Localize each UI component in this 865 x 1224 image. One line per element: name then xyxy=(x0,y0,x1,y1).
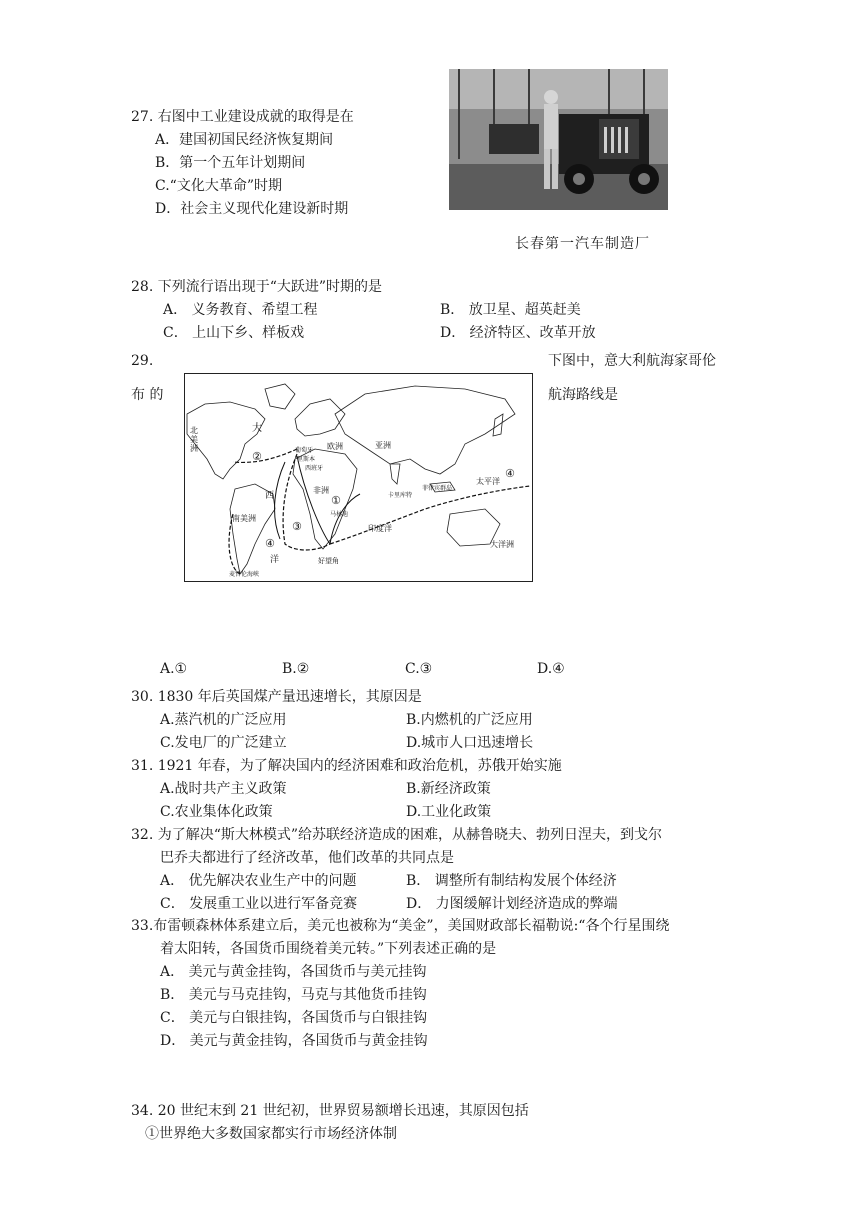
q31-stem: 31. 1921 年春，为了解决国内的经济困难和政治危机，苏俄开始实施 xyxy=(131,758,562,774)
q28-option-d: D． 经济特区、改革开放 xyxy=(440,325,596,341)
q31-option-b: B.新经济政策 xyxy=(406,781,491,797)
q31-option-a: A.战时共产主义政策 xyxy=(160,781,287,797)
factory-photo xyxy=(449,69,668,210)
map-route-2-marker: ② xyxy=(252,450,262,463)
q29-option-d: D.④ xyxy=(537,661,565,677)
q30-option-d: D.城市人口迅速增长 xyxy=(406,735,534,751)
q31-option-c: C.农业集体化政策 xyxy=(160,804,273,820)
map-label-north-america: 北 美 洲 xyxy=(190,426,198,453)
map-label-south-america: 南美洲 xyxy=(232,514,256,523)
q32-stem-line-1: 32. 为了解决“斯大林模式”给苏联经济造成的困难，从赫鲁晓夫、勃列日涅夫，到戈尔 xyxy=(131,827,663,843)
map-label-portugal: 葡萄牙 xyxy=(295,447,314,454)
q28-option-b: B． 放卫星、超英赶美 xyxy=(440,302,581,318)
q31-option-d: D.工业化政策 xyxy=(406,804,492,820)
q29-option-c: C.③ xyxy=(405,661,433,677)
q28-stem: 28. 下列流行语出现于“大跃进”时期的是 xyxy=(131,279,383,295)
map-label-lisbon: 里斯本 xyxy=(297,456,316,463)
q27-option-a: A．建国初国民经济恢复期间 xyxy=(155,132,334,148)
q27-option-c: C.“文化大革命”时期 xyxy=(155,178,282,194)
map-route-1-marker: ① xyxy=(331,494,341,507)
q29-stem-right-2: 航海路线是 xyxy=(548,387,618,403)
map-label-africa: 非洲 xyxy=(313,486,329,495)
q32-stem-line-2: 巴乔夫都进行了经济改革，他们改革的共同点是 xyxy=(160,850,454,866)
map-label-yang: 洋 xyxy=(270,555,280,565)
q33-stem-line-2: 着太阳转，各国货币围绕着美元转。”下列表述正确的是 xyxy=(160,941,497,957)
world-voyage-map xyxy=(184,373,533,582)
q29-option-b: B.② xyxy=(282,661,310,677)
q29-option-a: A.① xyxy=(160,661,188,677)
q27-stem: 27. 右图中工业建设成就的取得是在 xyxy=(131,109,354,125)
map-label-calicut: 卡里库特 xyxy=(388,492,413,499)
q30-option-c: C.发电厂的广泛建立 xyxy=(160,735,287,751)
map-label-xi: 西 xyxy=(265,491,275,501)
q33-option-b: B． 美元与马克挂钩，马克与其他货币挂钩 xyxy=(160,987,427,1003)
map-label-cape: 好望角 xyxy=(318,557,339,565)
q32-option-c: C． 发展重工业以进行军备竞赛 xyxy=(160,896,358,912)
map-label-magellan: 麦哲伦海峡 xyxy=(229,571,260,578)
map-label-pacific: 太平洋 xyxy=(476,477,500,486)
photo-caption: 长春第一汽车制造厂 xyxy=(515,236,650,252)
q32-option-d: D． 力图缓解计划经济造成的弊端 xyxy=(406,896,618,912)
map-label-indian-ocean: 印度洋 xyxy=(368,524,392,533)
q28-option-c: C． 上山下乡、样板戏 xyxy=(163,325,305,341)
q28-option-a: A． 义务教育、希望工程 xyxy=(163,302,318,318)
q33-option-d: D． 美元与黄金挂钩，各国货币与黄金挂钩 xyxy=(160,1033,428,1049)
map-label-spain: 西班牙 xyxy=(305,465,324,472)
q30-option-a: A.蒸汽机的广泛应用 xyxy=(160,712,287,728)
map-label-malindi: 马林迪 xyxy=(330,511,349,518)
q34-stem: 34. 20 世纪末到 21 世纪初，世界贸易额增长迅速，其原因包括 xyxy=(131,1103,529,1119)
q30-stem: 30. 1830 年后英国煤产量迅速增长，其原因是 xyxy=(131,689,422,705)
map-label-oceania: 大洋洲 xyxy=(490,540,514,549)
q29-number: 29. xyxy=(131,353,154,369)
q27-option-d: D．社会主义现代化建设新时期 xyxy=(155,201,349,217)
map-label-asia: 亚洲 xyxy=(375,441,391,450)
map-route-4-marker-east: ④ xyxy=(505,467,515,480)
q33-stem-line-1: 33.布雷顿森林体系建立后，美元也被称为“美金”，美国财政部长福勒说:“各个行星围绕 xyxy=(131,918,670,934)
q34-item-1: ①世界绝大多数国家都实行市场经济体制 xyxy=(145,1126,397,1142)
q29-stem-right-1: 下图中，意大利航海家哥伦 xyxy=(548,353,716,369)
map-route-4-marker-west: ④ xyxy=(265,537,275,550)
q32-option-b: B． 调整所有制结构发展个体经济 xyxy=(406,873,617,889)
map-label-europe: 欧洲 xyxy=(327,442,343,451)
q33-option-c: C． 美元与白银挂钩，各国货币与白银挂钩 xyxy=(160,1010,428,1026)
q30-option-b: B.内燃机的广泛应用 xyxy=(406,712,533,728)
map-route-3-marker: ③ xyxy=(292,520,302,533)
q32-option-a: A． 优先解决农业生产中的问题 xyxy=(160,873,357,889)
q33-option-a: A． 美元与黄金挂钩，各国货币与美元挂钩 xyxy=(160,964,427,980)
q27-option-b: B．第一个五年计划期间 xyxy=(155,155,306,171)
q29-stem-left-2: 布 的 xyxy=(131,387,164,403)
map-label-da: 大 xyxy=(252,423,262,434)
map-label-philippines: 菲律宾群岛 xyxy=(422,485,453,492)
